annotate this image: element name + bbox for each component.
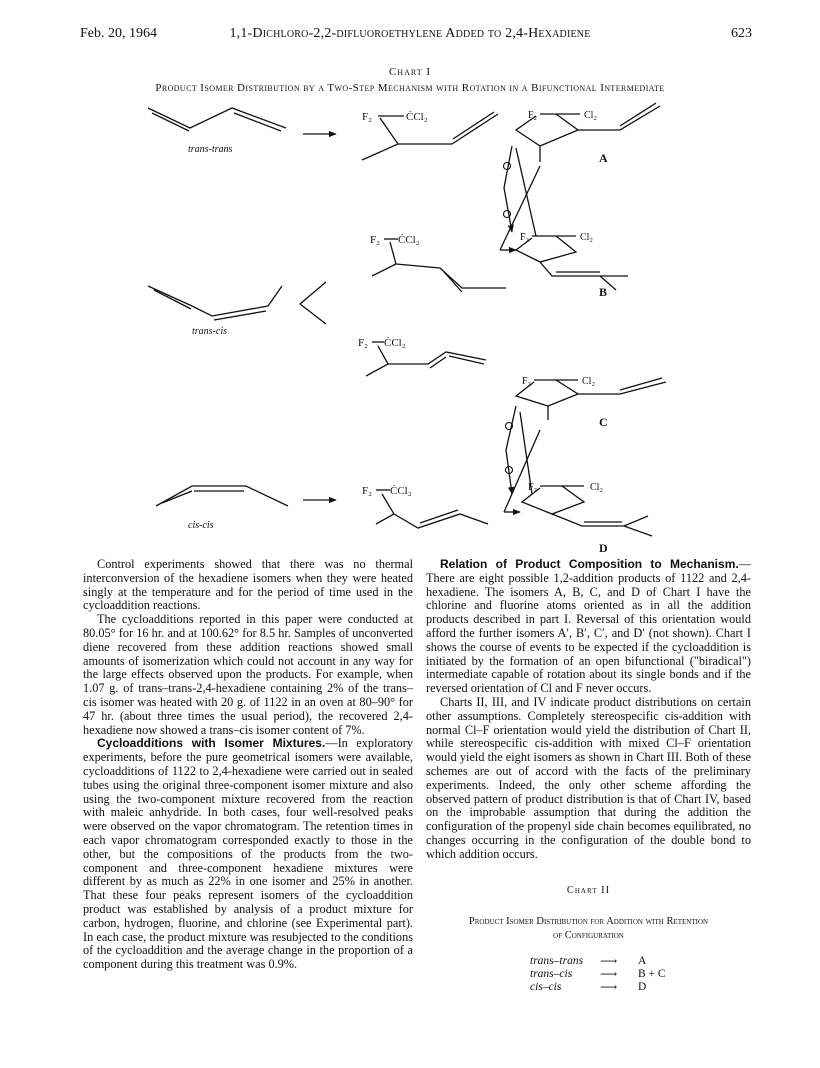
page-number: 623 [731,26,752,41]
product-a [516,103,660,165]
reaction-scheme [0,96,820,558]
svg-text:F₂: F₂ [362,485,372,497]
svg-text:F₂: F₂ [528,482,538,493]
svg-text:F₂: F₂ [528,110,538,121]
section-heading: Cycloadditions with Isomer Mixtures. [97,736,326,751]
diene-trans-cis [148,286,282,337]
running-header-date: Feb. 20, 1964 [80,26,157,41]
svg-text:B: B [599,285,608,299]
svg-text:ĊCl₂: ĊCl₂ [398,234,420,246]
section-heading: Relation of Product Composition to Mechanism. [440,557,739,571]
paragraph: Control experiments showed that there was no thermal interconversion of the hexadiene isomers when they were heated singly at the temperature and for the period of time used in the cycloaddition reactions. [83,557,413,613]
svg-text:A: A [599,151,608,165]
chart2-table [526,955,670,994]
paragraph: Relation of Product Composition to Mechanism.—There are eight possible 1,2-addition products of 1122 and 2,4-hexadiene. The isomers A, B, C, and D of Chart I have the chlorine and fluorine atoms oriented as in all the addition products described in part I. Reversal of this orientation would afford the further isomers A′, B′, C′, and D′ (not shown). Chart I shows the course of events to be expected if the cycloaddition is initiated by the formation of an open bifunctional ("biradical") intermediate capable of rotation about its single bonds and if the reversed orientation of Cl and F never occurs. [426,557,751,696]
svg-text:Cl₂: Cl₂ [590,482,603,493]
svg-text:trans-cis: trans-cis [192,326,227,337]
table-row: trans–cis ⟶ B + C [530,967,666,982]
table-row: trans–trans ⟶ A [530,954,647,969]
diene-cis-cis [156,486,288,531]
svg-text:cis-cis: cis-cis [188,520,214,531]
table-row: cis–cis ⟶ D [530,980,647,995]
svg-text:Cl₂: Cl₂ [582,376,595,387]
paragraph: Charts II, III, and IV indicate product distributions on certain other assumptions. Completely stereospecific cis-addition with normal Cl–F orientation would yield the distribution of Chart II, while stereospecific cis-addition with mixed Cl–F orientation would yield the eight isomers as shown in Chart III. Both of these schemes are out of accord with the facts of the preliminary experiments. Indeed, the only other scheme affording the observed pattern of product distribution is that of Chart IV, based on the improbable assumption that during the addition the configuration of the propenyl side chain becomes equilibrated, no changes occurring in the configuration of the double bond to which addition occurs. [426,694,751,861]
right-column [426,558,751,994]
label-trans-trans: trans-trans [188,144,233,155]
running-header-title: 1,1-Dichloro-2,2-difluoroethylene Added to 2,4-Hexadiene [229,26,591,41]
chart2-label: Chart II [566,884,611,896]
rotation-arrows-2 [504,406,540,512]
svg-text:F₂: F₂ [370,234,380,246]
product-d [522,482,652,555]
left-column [83,558,413,972]
svg-text:D: D [599,541,608,555]
chart1-caption: Product Isomer Distribution by a Two-Step Mechanism with Rotation in a Bifunctional Intermediate [155,82,665,94]
svg-text:Cl₂: Cl₂ [580,232,593,243]
svg-text:C: C [599,415,608,429]
branch-arrow [300,282,326,324]
svg-text:F₂: F₂ [358,337,368,349]
svg-text:ĊCl₂: ĊCl₂ [406,111,428,123]
paragraph: Cycloadditions with Isomer Mixtures.—In exploratory experiments, before the pure geometrical isomers were available, cycloadditions of 1122 to 2,4-hexadiene were carried out in sealed tubes using the original three-component isomer mixture and also using the two-component mixture recovered from the reaction with maleic anhydride. In both cases, four well-resolved peaks were observed on the vapor chromatogram. The retention times in each vapor chromatogram corresponded exactly to those in the other, but the compositions of the products from the two-component and three-component hexadiene mixtures were different by as much as 22% in one isomer and 25% in another. That these four peaks represent isomers of the cycloaddition product was established by analysis of a product mixture for carbon, hydrogen, fluorine, and chlorine (see Experimental part). In each case, the product mixture was resubjected to the conditions of the cycloaddition and the average change in the proportion of a component during this treatment was 0.9%. [83,736,413,972]
intermediate-2 [370,234,506,292]
svg-text:F₂: F₂ [522,376,532,387]
diene-trans-trans [148,108,286,155]
product-b [516,232,628,299]
svg-text:ĊCl₂: ĊCl₂ [390,485,412,497]
svg-text:F₂: F₂ [520,232,530,243]
product-c [516,376,666,429]
paragraph: The cycloadditions reported in this paper were conducted at 80.05° for 16 hr. and at 100.62° for 8.5 hr. Samples of unconverted diene recovered from these addition reactions showed small amounts of isomerization which could not account in any way for the large effects observed upon the products. For example, when 1.07 g. of trans–trans-2,4-hexadiene containing 2% of the trans–cis isomer was heated with 20 g. of 1122 in an oven at 80–90° for 47 hr. (about three times the usual period), the recovered 2,4-hexadiene now showed a trans–cis isomer content of 7%. [83,612,413,737]
intermediate-1 [362,111,498,160]
chart1-label: Chart I [388,66,432,78]
svg-text:F₂: F₂ [362,111,372,123]
chart2-caption: Product Isomer Distribution for Addition with Retention of Configuration [468,916,709,942]
svg-text:Cl₂: Cl₂ [584,110,597,121]
intermediate-4 [362,485,488,528]
svg-text:ĊCl₂: ĊCl₂ [384,337,406,349]
intermediate-3 [358,337,486,376]
